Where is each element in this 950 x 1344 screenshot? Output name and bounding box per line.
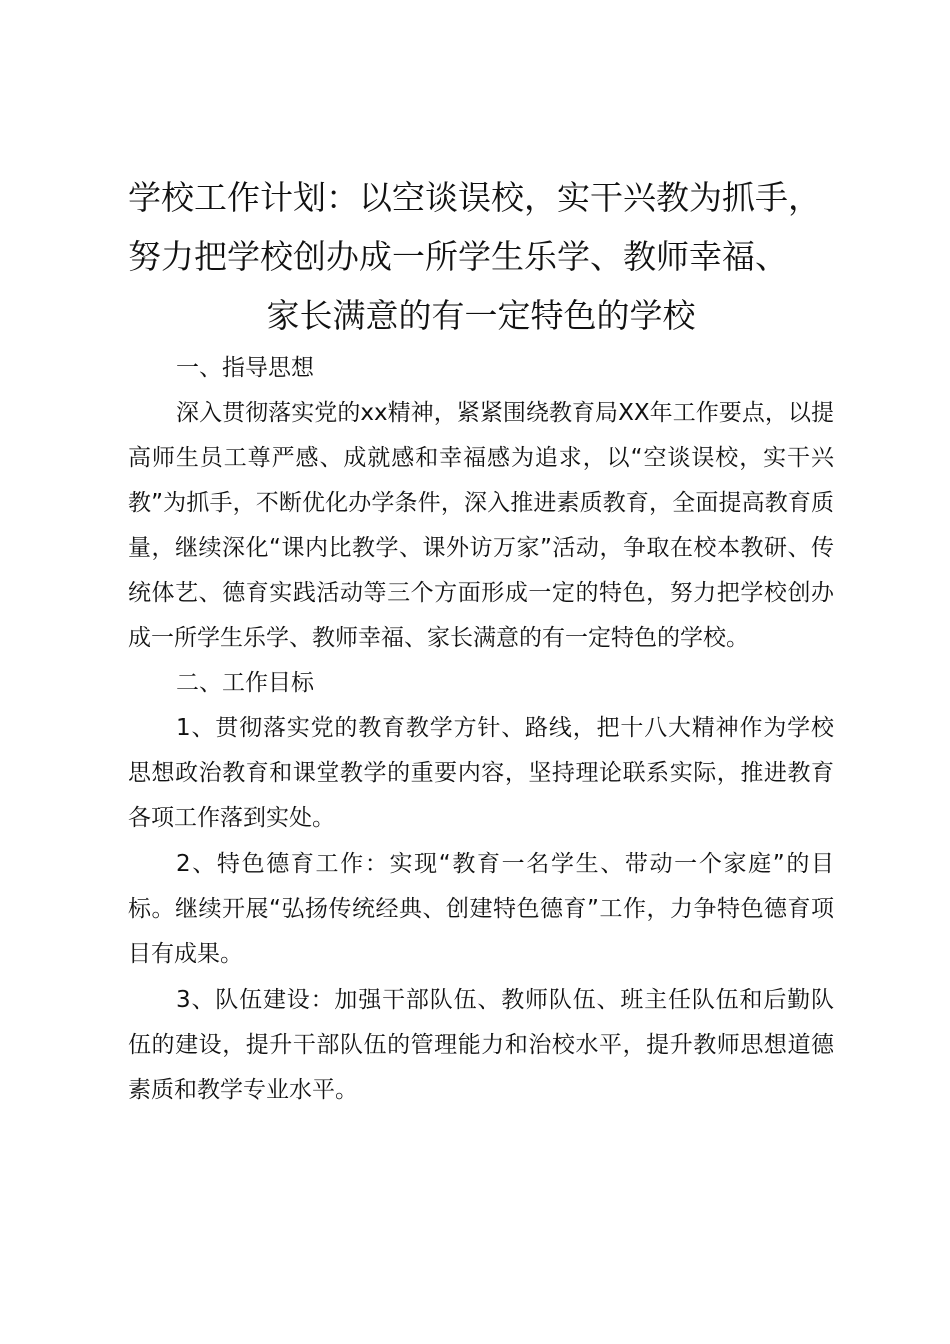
title-line-1: 学校工作计划：以空谈误校，实干兴教为抓手， — [128, 178, 821, 217]
goal-item-1: 1、贯彻落实党的教育教学方针、路线，把十八大精神作为学校思想政治教育和课堂教学的重要内容，坚持理论联系实际，推进教育各项工作落到实处。 — [128, 715, 834, 831]
goal-item-2: 2、特色德育工作：实现“教育一名学生、带动一个家庭”的目标。继续开展“弘扬传统经典、创建特色德育”工作，力争特色德育项目有成果。 — [128, 851, 834, 967]
section-heading: 一、指导思想 — [176, 355, 314, 381]
document-body — [128, 168, 834, 1113]
title-line-3: 家长满意的有一定特色的学校 — [266, 296, 696, 335]
section-heading: 二、工作目标 — [176, 670, 314, 696]
goal-item-3: 3、队伍建设：加强干部队伍、教师队伍、班主任队伍和后勤队伍的建设，提升干部队伍的管理能力和治校水平，提升教师思想道德素质和教学专业水平。 — [128, 987, 834, 1103]
body-paragraph: 深入贯彻落实党的xx精神，紧紧围绕教育局XX年工作要点，以提高师生员工尊严感、成就感和幸福感为追求，以“空谈误校，实干兴教”为抓手，不断优化办学条件，深入推进素质教育，全面提高教育质量，继续深化“课内比教学、课外访万家”活动，争取在校本教研、传统体艺、德育实践活动等三个方面形成一定的特色，努力把学校创办成一所学生乐学、教师幸福、家长满意的有一定特色的学校。 — [128, 400, 834, 651]
section-work-goals — [128, 661, 834, 1113]
section-guiding-ideology — [128, 346, 834, 661]
title-line-2: 努力把学校创办成一所学生乐学、教师幸福、 — [128, 237, 788, 276]
document-title — [128, 168, 834, 345]
